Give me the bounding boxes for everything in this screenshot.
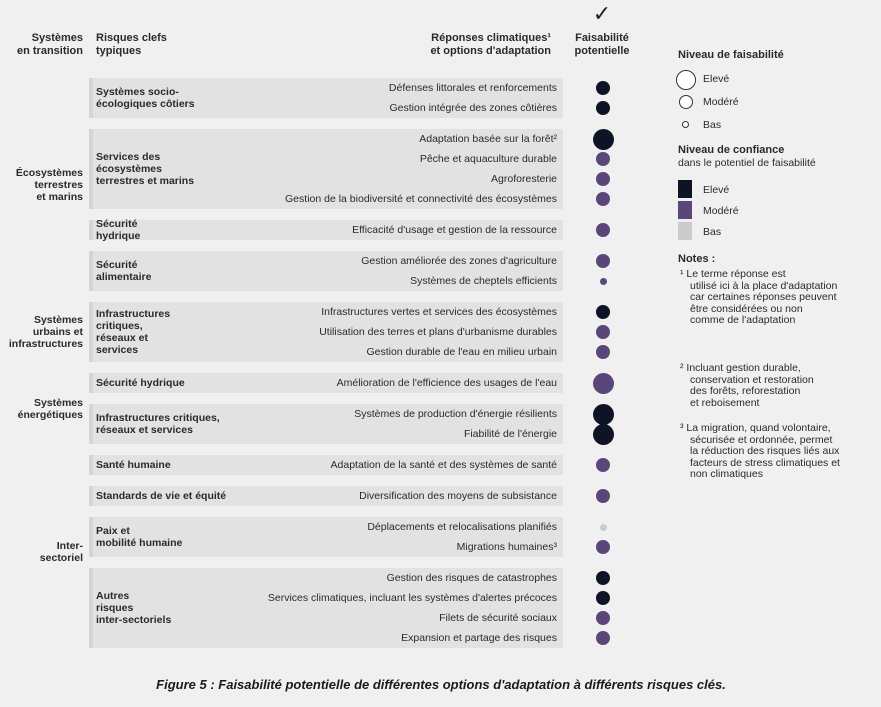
feasibility-dot [596,254,610,268]
feasibility-dot [596,172,610,186]
feasibility-dot [593,373,614,394]
header-systems [9,32,83,58]
option-label: Expansion et partage des risques [401,632,557,644]
feasibility-dot [596,152,610,166]
risk-label-line: Paix et [96,525,130,537]
option-label: Agroforesterie [491,173,557,185]
option-label: Gestion durable de l'eau en milieu urbain [366,346,557,358]
legend-swatch-low [678,222,692,240]
option-label: Pêche et aquaculture durable [419,153,557,165]
system-label-line: Écosystèmes [15,166,83,179]
feasibility-dot [593,129,614,150]
system-label-line: et marins [36,190,83,203]
option-label: Filets de sécurité sociaux [439,612,557,624]
option-label: Systèmes de production d'énergie résilients [354,408,557,420]
system-label-line: Inter- [56,539,83,552]
option-label: Infrastructures vertes et services des écosystèmes [321,306,557,318]
risk-label-line: Autres [96,590,130,602]
option-label: Adaptation basée sur la forêt² [419,133,557,145]
header-responses-line: et options d'adaptation [430,45,551,57]
legend-confidence-low: Bas [703,226,722,238]
legend-ring-medium-icon [679,95,693,109]
note-line: utilisé ici à la place d'adaptation [690,279,838,292]
feasibility-dot [596,305,610,319]
feasibility-dot [596,458,610,472]
note-line: comme de l'adaptation [690,314,796,326]
risk-label [96,412,246,436]
risk-label-line: terrestres et marins [96,175,195,187]
risk-label [96,86,246,110]
option-label: Adaptation de la santé et des systèmes de santé [330,459,557,471]
legend-feasibility-title: Niveau de faisabilité [678,49,784,61]
feasibility-dot [593,404,614,425]
risk-label-line: Standards de vie et équité [96,490,227,502]
system-label [0,540,83,564]
option-label: Utilisation des terres et plans d'urbanisme durables [319,326,557,338]
risk-label [96,377,246,389]
feasibility-dot [596,101,610,115]
feasibility-dot [596,223,610,237]
option-label: Services climatiques, incluant les systèmes d'alertes précoces [267,592,557,604]
note-line: ¹ Le terme réponse est [680,268,786,280]
note-line: et reboisement [690,396,760,409]
legend-swatch-high [678,180,692,198]
risk-label-line: Systèmes socio- [96,86,179,98]
note-line: conservation et restoration [690,373,814,386]
risk-label-line: Santé humaine [96,459,171,471]
risk-label-line: écologiques côtiers [96,98,195,110]
legend-feasibility-low: Bas [703,119,722,131]
note-line: sécurisée et ordonnée, permet [690,433,833,446]
risk-label [96,151,246,187]
risk-label-line: Sécurité hydrique [96,377,185,389]
header-risks [96,32,167,58]
note-line: être considérées ou non [690,302,803,315]
note-line: car certaines réponses peuvent [690,291,837,303]
feasibility-dot [593,424,614,445]
risk-label [96,308,246,356]
risk-label-line: Services des [96,151,161,163]
header-risks-line: Risques clefs [96,32,167,44]
option-label: Migrations humaines³ [456,541,557,553]
option-label: Efficacité d'usage et gestion de la ressource [352,224,557,236]
risk-label-line: hydrique [96,230,141,242]
risk-label-line: alimentaire [96,271,152,283]
feasibility-dot [596,192,610,206]
feasibility-dot [600,524,607,531]
header-systems-line: en transition [16,45,83,57]
legend-ring-low-icon [682,121,689,128]
risk-label-line: critiques, [96,320,143,332]
option-label: Amélioration de l'efficience des usages de l'eau [336,377,557,389]
risk-label-line: réseaux et [96,332,148,344]
header-feasibility-line: potentielle [574,45,630,57]
system-label [0,314,83,350]
risk-label [96,490,246,502]
header-risks-line: typiques [96,45,142,57]
option-label: Gestion des risques de catastrophes [386,572,557,584]
risk-label-line: Sécurité [96,259,138,271]
option-label: Gestion intégrée des zones côtières [389,102,557,114]
system-label-line: Systèmes [33,396,83,409]
header-feasibility-line: Faisabilité [575,32,629,44]
legend-feasibility-medium: Modéré [703,96,739,108]
feasibility-dot [596,81,610,95]
feasibility-dot [596,631,610,645]
system-label [0,167,83,203]
note-line: des forêts, reforestation [690,385,801,397]
option-label: Systèmes de cheptels efficients [410,275,557,287]
feasibility-dot [596,540,610,554]
header-responses-line: Réponses climatiques¹ [431,32,551,44]
legend-confidence-medium: Modéré [703,205,739,217]
system-label-line: terrestres [34,178,83,191]
risk-label [96,259,246,283]
note-line: ³ La migration, quand volontaire, [680,422,831,434]
risk-label-line: mobilité humaine [96,537,183,549]
risk-label-line: réseaux et services [96,424,193,436]
note-item [680,269,837,327]
feasibility-dot [596,325,610,339]
feasibility-dot [596,345,610,359]
system-label [0,397,83,421]
system-label-line: sectoriel [39,551,83,564]
header-feasibility [562,32,642,58]
header-responses [351,32,551,58]
risk-label-line: inter-sectoriels [96,614,172,626]
figure-caption: Figure 5 : Faisabilité potentielle de différentes options d'adaptation à différents risques clés. [156,677,726,692]
system-label-line: Systèmes [33,314,83,326]
option-label: Diversification des moyens de subsistance [359,490,557,502]
risk-label [96,218,246,242]
option-label: Défenses littorales et renforcements [388,82,557,94]
option-label: Gestion améliorée des zones d'agriculture [361,255,557,267]
risk-label [96,590,246,626]
note-item [680,423,840,481]
system-label-line: énergétiques [17,408,83,421]
note-item [680,363,814,409]
feasibility-dot [596,571,610,585]
risk-label-line: Sécurité [96,218,138,230]
risk-label-line: services [96,344,139,356]
note-line: non climatiques [690,468,763,480]
legend-confidence-high: Elevé [703,184,730,196]
system-label-line: infrastructures [8,338,83,350]
risk-label-line: écosystèmes [96,163,162,175]
legend-confidence-title: Niveau de confiance [678,144,785,156]
option-label: Déplacements et relocalisations planifiés [367,521,557,533]
option-label: Gestion de la biodiversité et connectivité des écosystèmes [285,193,557,205]
note-line: la réduction des risques liés aux [690,445,840,457]
legend-swatch-medium [678,201,692,219]
system-label-line: urbains et [32,326,83,338]
note-line: ² Incluant gestion durable, [680,362,801,374]
risk-label-line: risques [96,602,134,614]
risk-label [96,525,246,549]
notes-title: Notes : [678,253,716,265]
header-systems-line: Systèmes [31,32,83,44]
checkmark-icon: ✓ [592,2,612,27]
feasibility-dot [596,591,610,605]
risk-label-line: Infrastructures critiques, [96,412,220,424]
legend-feasibility-high: Elevé [703,73,730,85]
note-line: facteurs de stress climatiques et [690,456,840,469]
feasibility-dot [600,278,607,285]
legend-ring-high-icon [676,70,696,90]
option-label: Fiabilité de l'énergie [463,428,557,440]
risk-label [96,459,246,471]
legend-confidence-subtitle: dans le potentiel de faisabilité [678,157,816,169]
risk-label-line: Infrastructures [96,308,171,320]
feasibility-dot [596,489,610,503]
feasibility-dot [596,611,610,625]
